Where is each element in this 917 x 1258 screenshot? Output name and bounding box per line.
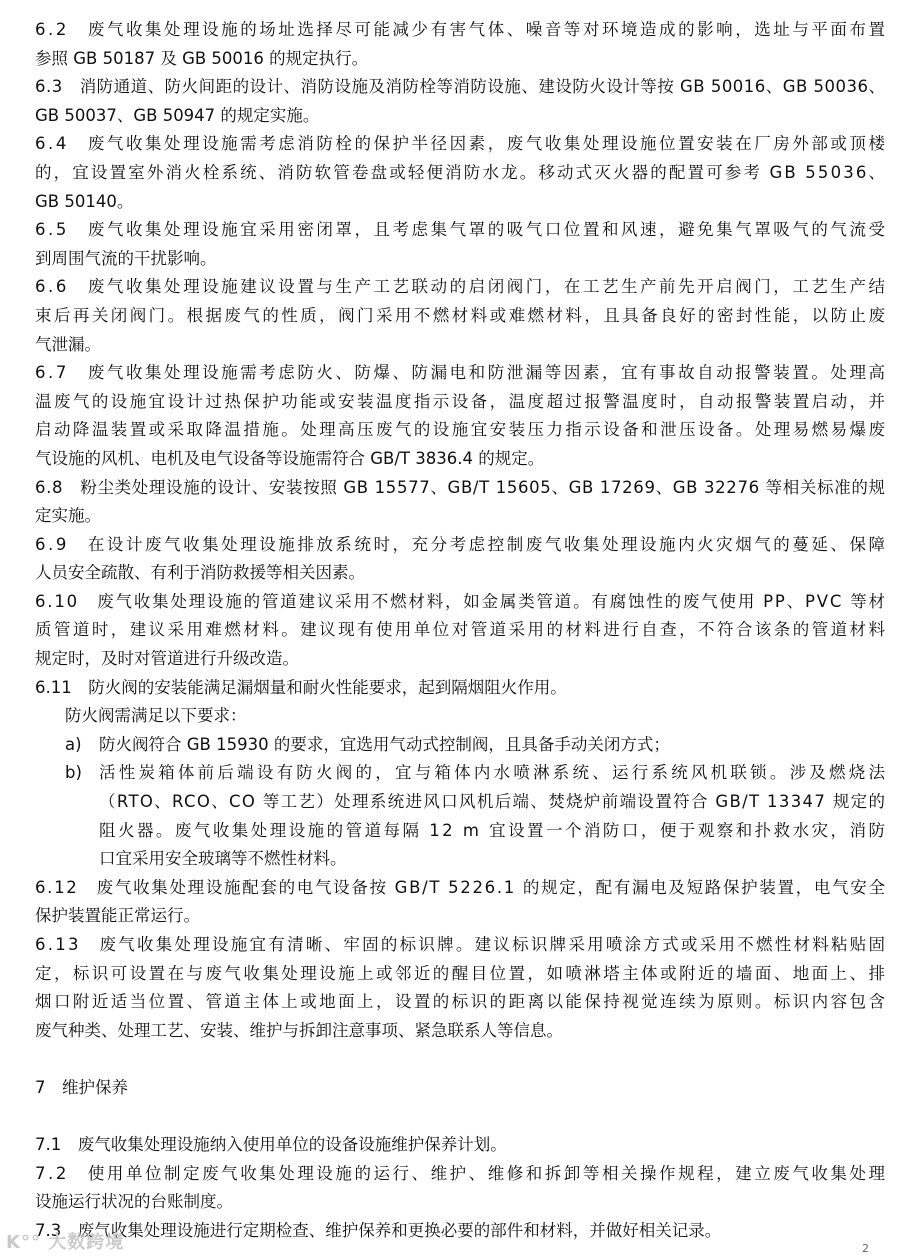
text-line: [35, 874, 885, 903]
list-marker: b): [65, 763, 82, 783]
line-text: 7.2 使用单位制定废气收集处理设施的运行、维护、维修和拆卸等相关操作规程，建立废气收集处理: [35, 1163, 888, 1183]
text-line: [35, 159, 888, 188]
text-line: [35, 616, 888, 645]
text-line: [35, 130, 888, 159]
text-line: [35, 388, 888, 417]
line-text: 6.2 废气收集处理设施的场址选择尽可能减少有害气体、噪音等对环境造成的影响，选址与平面布置: [35, 20, 888, 39]
line-text: 6.5 废气收集处理设施宜采用密闭罩，且考虑集气罩的吸气口位置和风速，避免集气罩吸气的气流受: [35, 220, 888, 240]
line-text: 参照 GB 50187 及 GB 50016 的规定执行。: [35, 48, 369, 68]
text-line: [35, 645, 885, 674]
text-line: [35, 988, 888, 1017]
line-text: 束后再关闭阀门。根据废气的性质，阀门采用不燃材料或难燃材料，且具备良好的密封性能，以防止废: [35, 305, 888, 325]
text-line: [35, 273, 888, 302]
text-line: [35, 16, 888, 45]
line-text: 7.1 废气收集处理设施纳入使用单位的设备设施维护保养计划。: [35, 1135, 507, 1155]
text-line: [35, 531, 888, 560]
text-line: [35, 1188, 885, 1217]
line-text: 温废气的设施宜设计过热保护功能或安装温度指示设备，温度超过报警温度时，自动报警装置启动，并: [35, 391, 888, 411]
text-line: [35, 674, 885, 703]
line-text: 气泄漏。: [35, 334, 101, 354]
line-text: 质管道时，建议采用难燃材料。建议现有使用单位对管道采用的材料进行自查，不符合该条的管道材料: [35, 620, 888, 640]
text-line: [35, 1131, 885, 1160]
line-text: （RTO、RCO、CO 等工艺）处理系统进风口风机后端、焚烧炉前端设置符合 GB/T 13347 规定的: [99, 792, 887, 812]
list-item-line: [35, 788, 885, 817]
list-item-line: [35, 731, 885, 760]
text-line: [35, 902, 885, 931]
list-item-line: [35, 817, 888, 846]
line-text: 保护装置能正常运行。: [35, 906, 200, 926]
text-line: [35, 960, 888, 989]
text-line: [35, 359, 888, 388]
text-line: [35, 102, 885, 131]
list-item-line: [35, 845, 885, 874]
page-number: 2: [862, 1242, 869, 1255]
line-text: 定实施。: [35, 506, 101, 526]
line-text: 7 维护保养: [35, 1077, 128, 1097]
watermark-logo: K°° 大数跨境: [6, 1232, 125, 1253]
document-body: [35, 16, 889, 1246]
text-line: [35, 302, 888, 331]
line-text: 口宜采用安全玻璃等不燃性材料。: [99, 849, 347, 869]
text-line: [35, 416, 888, 445]
line-text: 6.7 废气收集处理设施需考虑防火、防爆、防漏电和防泄漏等因素，宜有事故自动报警装置。处理高: [35, 363, 888, 383]
line-text: 阻火器。废气收集处理设施的管道每隔 12 m 宜设置一个消防口，便于观察和扑救水灾，消防: [99, 820, 888, 840]
text-line: [35, 188, 885, 217]
line-text: 烟口附近适当位置、管道主体上或地面上，设置的标识的距离以能保持视觉连续为原则。标识内容包含: [35, 992, 888, 1012]
text-line: [35, 1217, 885, 1246]
text-line: [35, 73, 885, 102]
line-text: 6.10 废气收集处理设施的管道建议采用不燃材料，如金属类管道。有腐蚀性的废气使用 PP、PVC 等材: [35, 591, 887, 611]
text-line: [35, 45, 885, 74]
line-text: 活性炭箱体前后端设有防火阀的，宜与箱体内水喷淋系统、运行系统风机联锁。涉及燃烧法: [99, 763, 889, 783]
line-text: 6.9 在设计废气收集处理设施排放系统时，充分考虑控制废气收集处理设施内火灾烟气的蔓延、保障: [35, 534, 888, 554]
text-line: [35, 1160, 888, 1189]
text-line: [35, 474, 885, 503]
line-text: 的，宜设置室外消火栓系统、消防软管卷盘或轻便消防水龙。移动式灭火器的配置可参考 GB 55036、: [35, 162, 888, 182]
spacer: [35, 1045, 885, 1074]
line-text: 防火阀符合 GB 15930 的要求，宜选用气动式控制阀，且具备手动关闭方式；: [99, 734, 670, 754]
line-text: 到周围气流的干扰影响。: [35, 248, 217, 268]
line-text: 6.8 粉尘类处理设施的设计、安装按照 GB 15577、GB/T 15605、GB 17269、GB 32276 等相关标准的规: [35, 477, 886, 497]
line-text: 6.3 消防通道、防火间距的设计、消防设施及消防栓等消防设施、建设防火设计等按 GB 50016、GB 50036、: [35, 77, 886, 97]
line-text: GB 50037、GB 50947 的规定实施。: [35, 105, 320, 125]
line-text: 6.6 废气收集处理设施建议设置与生产工艺联动的启闭阀门，在工艺生产前先开启阀门，工艺生产结: [35, 277, 888, 297]
text-line: [35, 216, 888, 245]
line-text: 7.3 废气收集处理设施进行定期检查、维护保养和更换必要的部件和材料，并做好相关记录。: [35, 1220, 722, 1240]
line-text: 防火阀需满足以下要求：: [65, 706, 247, 726]
list-marker: a): [65, 734, 82, 754]
list-item-line: [35, 759, 889, 788]
line-text: 6.11 防火阀的安装能满足漏烟量和耐火性能要求，起到隔烟阻火作用。: [35, 677, 567, 697]
line-text: 6.4 废气收集处理设施需考虑消防栓的保护半径因素，废气收集处理设施位置安装在厂房外部或顶楼: [35, 134, 888, 154]
list-intro: [35, 702, 885, 731]
line-text: 人员安全疏散、有利于消防救援等相关因素。: [35, 563, 365, 583]
text-line: [35, 445, 885, 474]
line-text: 气设施的风机、电机及电气设备等设施需符合 GB/T 3836.4 的规定。: [35, 448, 545, 468]
text-line: [35, 245, 885, 274]
section-heading: [35, 1074, 885, 1103]
line-text: GB 50140。: [35, 191, 134, 211]
line-text: 定，标识可设置在与废气收集处理设施上或邻近的醒目位置，如喷淋塔主体或附近的墙面、地面上、排: [35, 963, 888, 983]
spacer: [35, 1103, 885, 1132]
text-line: [35, 502, 885, 531]
line-text: 6.12 废气收集处理设施配套的电气设备按 GB/T 5226.1 的规定，配有漏电及短路保护装置，电气安全: [35, 877, 887, 897]
line-text: 启动降温装置或采取降温措施。处理高压废气的设施宜安装压力指示设备和泄压设备。处理易燃易爆废: [35, 420, 888, 440]
text-line: [35, 588, 885, 617]
text-line: [35, 931, 888, 960]
text-line: [35, 1017, 885, 1046]
text-line: [35, 559, 885, 588]
line-text: 设施运行状况的台账制度。: [35, 1192, 233, 1212]
line-text: 6.13 废气收集处理设施宜有清晰、牢固的标识牌。建议标识牌采用喷涂方式或采用不燃性材料粘贴固: [35, 935, 888, 954]
text-line: [35, 331, 885, 360]
line-text: 规定时，及时对管道进行升级改造。: [35, 649, 299, 669]
line-text: 废气种类、处理工艺、安装、维护与拆卸注意事项、紧急联系人等信息。: [35, 1020, 563, 1040]
